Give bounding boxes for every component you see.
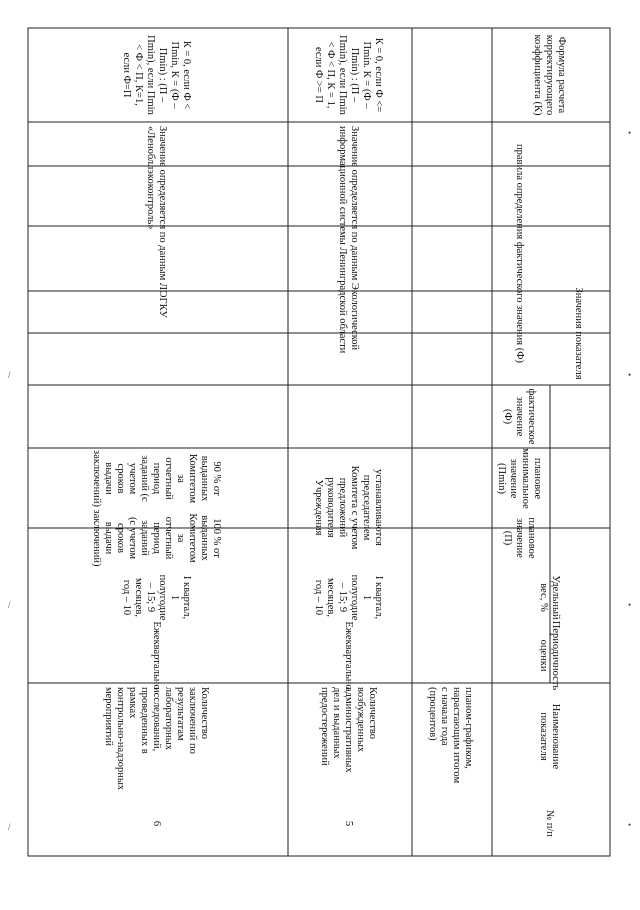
margin-mark: •: [628, 820, 632, 830]
table-text: [91, 34, 584, 837]
row-name: планом-графиком,нарастающим итогомс начала года(процентов): [427, 687, 474, 784]
header-plan-min: плановоеминимальноезначение(Пmin): [496, 448, 543, 509]
row-name: Количествовозбужденныхадминистративныхдел и выданныхпредостережений: [319, 687, 378, 773]
row-plan-min: 90 % отвыданныхКомитетомзаотчетныйпериодзаданий (сучетомсроковвыдачизаключений): [91, 450, 222, 507]
rotated-table: [28, 28, 610, 856]
row-plan-merged: устанавливаютсяпредседателемКомитета с учетомпредложенийруководителяУчреждения: [313, 465, 384, 550]
header-values-group: Значения показателя: [573, 287, 584, 380]
margin-mark: •: [628, 600, 632, 610]
header-fact: фактическоезначение(Ф): [502, 388, 537, 445]
margin-mark: •: [628, 370, 632, 380]
header-no: № п/п: [544, 810, 555, 837]
header-rule: правила определения фактического значения (Ф): [514, 143, 525, 364]
margin-mark: /: [8, 370, 11, 380]
header-name: Наименованиепоказателя: [538, 703, 561, 770]
row-no: 5: [343, 820, 354, 827]
row-rule: Значение определяется по данным ЛОГКУ«Ленобллэкоконтроль»: [145, 126, 168, 318]
row-rule: Значение определяется по данным Экологическойинформационной системы Ленинградской области: [337, 126, 360, 354]
row-no: 6: [151, 820, 162, 827]
header-plan: плановоезначение(П): [502, 517, 537, 559]
row-plan: 100 % отвыданныхКомитетомзаотчетныйпериодзаданий(с учетомсроковвыдачизаключений): [91, 509, 222, 567]
margin-mark: /: [8, 600, 11, 610]
header-period: Периодичностьоценки: [538, 620, 561, 691]
row-weight: I квартал,1полугодие– 15; 9месяцев,год – 10: [313, 574, 384, 621]
row-name: Количествозаключений порезультатамлабораторныхисследований,проведенных врамкахконтрольно-надзорныхмероприятий: [103, 687, 210, 791]
margin-mark: •: [628, 128, 632, 138]
row-formula: К = 0, если Ф <Пmin, К = (Ф –Пmin) : (П –Пmin), если Пmin< Ф < П, К=1,если Ф=П: [121, 35, 192, 115]
row-weight: I квартал,1полугодие– 15; 9месяцев,год – 10: [121, 574, 192, 621]
row-period: Ежеквартально: [151, 621, 162, 690]
header-formula: Формула расчетакорректирующегокоэффициента (К): [532, 34, 567, 116]
row-formula: К = 0, если Ф <=Пmin. К = (Ф –Пmin) : (П –Пmin), если Пmin< Ф < П, К = 1,если Ф >= П: [313, 35, 384, 115]
margin-mark: /: [8, 822, 11, 832]
header-weight: Удельныйвес, %: [538, 575, 561, 620]
row-period: Ежеквартально: [343, 621, 354, 690]
